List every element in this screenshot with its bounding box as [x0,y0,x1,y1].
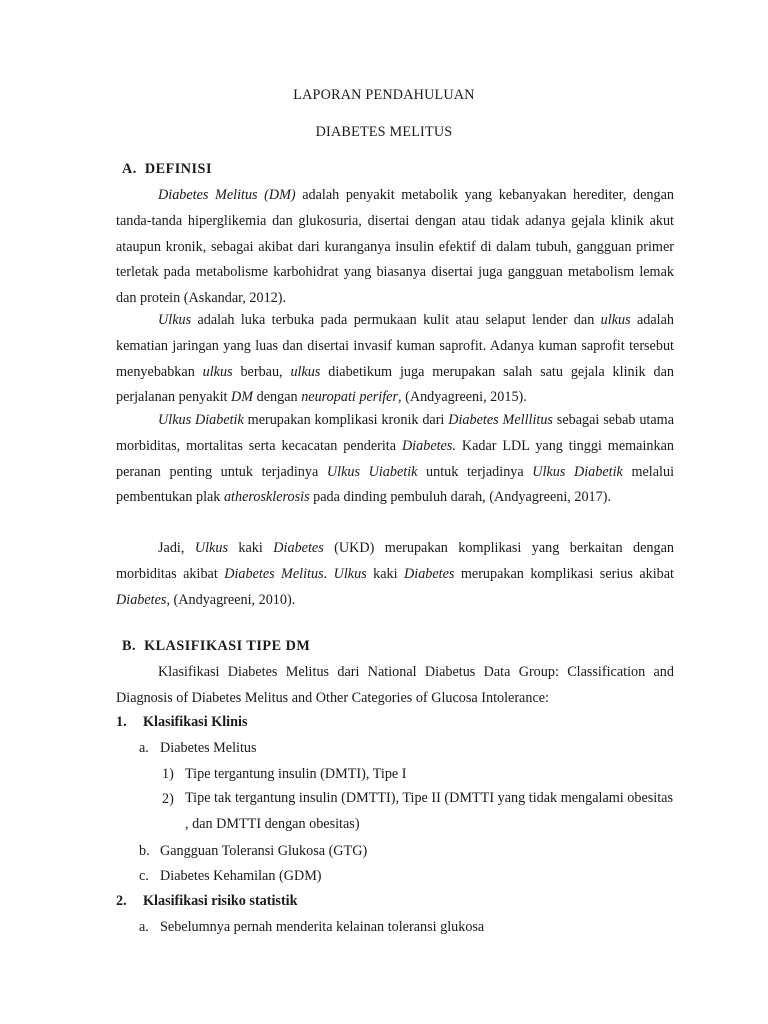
text-span: berbau, [232,363,291,380]
term-span: Diabetes Melllitus [448,412,553,428]
list-letter-a-2: a. [139,919,149,935]
text-span: Jadi, [158,540,195,556]
paragraph-klasifikasi [116,660,674,712]
paragraph-definition-dm [116,183,674,312]
section-a-heading [122,161,212,178]
list-number-1: 1. [116,714,127,730]
report-title: LAPORAN PENDAHULUAN [293,87,475,103]
list-item-dmti: Tipe tergantung insulin (DMTI), Tipe I [185,766,407,782]
list-item-gdm: Diabetes Kehamilan (GDM) [160,868,322,884]
section-b-label: B. [122,638,137,654]
list-item-toleransi: Sebelumnya pernah menderita kelainan toleransi glukosa [160,919,485,935]
section-b-heading [122,638,310,655]
term-span: Ulkus Uiabetik [326,463,418,480]
report-subtitle: DIABETES MELITUS [315,124,453,140]
text-span: adalah kematian jaringan yang luas dan disertai invasif kuman saprofit. Adanya kuman saprofit tersebut menyebabkan [116,312,674,380]
list-number-2: 2. [116,893,127,909]
text-span: kaki [366,565,404,582]
section-b-title: KLASIFIKASI TIPE DM [144,638,311,654]
paragraph-definition-ulkus [116,308,674,411]
term-span: Diabetes [273,540,324,556]
text-span: adalah penyakit metabolik yang kebanyakan herediter, dengan tanda-tanda hiperglikemia dan glukosuria, disertai dengan atau tidak adanya gejala klinik akut ataupun kronik, sebagai akibat dari kuranganya insulin efektif di dalam tubuh, gangguan primer terletak pada metabolisme karbohidrat yang biasanya disertai juga gangguan metabolism lemak dan protein (Askandar, 2012). [116,187,674,307]
section-a-title: DEFINISI [144,161,212,177]
term-span: Ulkus [194,540,228,556]
text-span: kaki [227,540,274,556]
term-span: Diabetes [116,591,167,608]
list-letter-b: b. [139,843,150,859]
text-span: merupakan komplikasi serius akibat [454,565,674,582]
text-span: , (Andyagreeni, 2015). [398,389,527,406]
term-span: ulkus [600,312,631,328]
list-item-dmtti: Tipe tak tergantung insulin (DMTTI), Tipe II (DMTTI yang tidak mengalami obesitas , dan DMTTI dengan obesitas) [185,790,673,832]
section-a-label: A. [122,161,137,177]
text-span: adalah luka terbuka pada permukaan kulit atau selaput lender dan [191,312,601,328]
text-span: diabetikum juga merupakan salah satu gejala klinik dan perjalanan penyakit [116,363,674,406]
term-span: Diabetes. [401,437,456,454]
list-item-gtg: Gangguan Toleransi Glukosa (GTG) [160,843,368,859]
text-span: merupakan komplikasi kronik dari [243,412,449,428]
term-span: Ulkus [158,312,192,328]
term-dm: Diabetes Melitus (DM) [158,187,296,203]
term-span: atherosklerosis [223,489,310,506]
term-span: ulkus [202,363,233,380]
list-title-klinis: Klasifikasi Klinis [143,714,248,730]
list-subnumber-1: 1) [162,766,174,782]
text-span: Klasifikasi Diabetes Melitus dari National Diabetus Data Group: Classification and Diagnosis of Diabetes Melitus and Other Categories of Glucosa Intolerance: [116,664,674,706]
list-letter-a: a. [139,740,149,756]
text-span: pada dinding pembuluh darah, (Andyagreeni, 2017). [309,489,612,506]
term-span: neuropati perifer [301,389,398,406]
list-subnumber-2: 2) [162,791,174,807]
text-span: Kadar LDL yang tinggi memainkan peranan penting untuk terjadinya [116,437,674,480]
paragraph-ulkus-diabetik [116,408,674,511]
term-span: Ulkus Diabetik [158,412,244,428]
term-span: Ulkus Diabetik [532,463,623,480]
term-span: ulkus [290,363,321,380]
text-span: untuk terjadinya [417,463,533,480]
paragraph-ukd [116,536,674,613]
text-span: sebagai sebab utama morbiditas, mortalitas serta kecacatan penderita [116,412,675,454]
term-span: Diabetes Melitus [224,565,324,582]
list-title-risiko: Klasifikasi risiko statistik [143,893,298,909]
text-span: . [323,565,334,582]
list-letter-c: c. [139,868,149,884]
list-item-diabetes-melitus: Diabetes Melitus [160,740,257,756]
term-span: Ulkus [333,565,367,582]
term-span: Diabetes [404,565,455,582]
text-span: melalui pembentukan plak [116,463,675,506]
text-span: , (Andyagreeni, 2010). [166,591,296,608]
text-span: (UKD) merupakan komplikasi yang berkaitan dengan morbiditas akibat [116,540,674,582]
text-span: dengan [253,389,302,406]
term-span: DM [231,389,254,406]
